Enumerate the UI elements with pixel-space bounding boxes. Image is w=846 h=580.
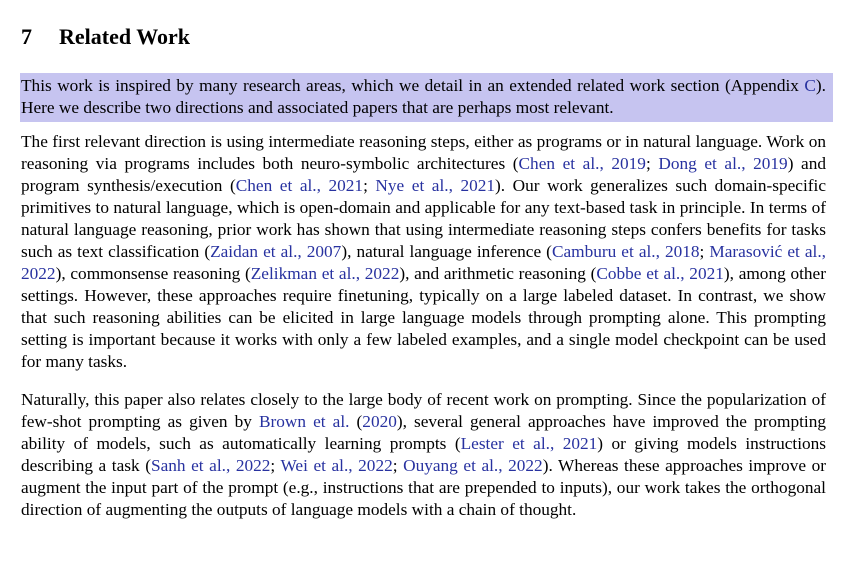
text-segment: ;	[392, 456, 404, 475]
citation-link[interactable]: Cobbe et al., 2021	[596, 264, 724, 283]
text-segment: ;	[363, 176, 376, 195]
text-segment: ) and program synthesis/execution (	[21, 154, 827, 195]
text-segment: ;	[270, 456, 281, 475]
paragraph-reasoning-steps	[21, 131, 826, 373]
highlighted-paragraph	[20, 73, 833, 122]
text-segment: This work is inspired by many research areas, which we detail in an extended related work section (Appendix	[21, 76, 805, 95]
text-segment: ), and arithmetic reasoning (	[399, 264, 597, 283]
text-segment: Naturally, this paper also relates closely to the large body of recent work on prompting. Since the popularization of few-shot prompting as given by	[21, 390, 826, 431]
citation-link[interactable]: Marasović et al., 2022	[21, 242, 826, 283]
citation-link[interactable]: Brown et al.	[258, 412, 350, 431]
citation-link[interactable]: Nye et al., 2021	[375, 176, 496, 195]
citation-link[interactable]: Zaidan et al., 2007	[210, 242, 342, 261]
citation-link[interactable]: Camburu et al., 2018	[551, 242, 700, 261]
section-title: Related Work	[59, 24, 190, 49]
text-segment: ), commonsense reasoning (	[55, 264, 251, 283]
citation-link[interactable]: Ouyang et al., 2022	[403, 456, 543, 475]
citation-link[interactable]: C	[804, 76, 816, 95]
text-segment: ). Our work generalizes such domain-specific primitives to natural language, which is open-domain and applicable for any text-based task in principle. In terms of natural language reasoning, prior work has shown that using intermediate reasoning steps confers benefits for tasks such as text classification (	[21, 176, 826, 261]
section-heading	[21, 25, 826, 48]
citation-link[interactable]: Chen et al., 2019	[518, 154, 646, 173]
text-segment: ) or giving models instructions describing a task (	[21, 434, 826, 475]
text-segment: ), natural language inference (	[341, 242, 552, 261]
citation-link[interactable]: Zelikman et al., 2022	[250, 264, 400, 283]
text-segment: ;	[699, 242, 710, 261]
citation-link[interactable]: Wei et al., 2022	[280, 456, 393, 475]
text-segment: (	[349, 412, 363, 431]
section-number: 7	[21, 24, 32, 49]
text-segment: The first relevant direction is using intermediate reasoning steps, either as programs or in natural language. Work on reasoning via programs includes both neuro-symbolic architectures (	[21, 132, 826, 173]
text-segment: ). Whereas these approaches improve or augment the input part of the prompt (e.g., instructions that are prepended to inputs), our work takes the orthogonal direction of augmenting the outputs of language models with a chain of thought.	[21, 456, 826, 519]
citation-link[interactable]: 2020	[362, 412, 397, 431]
text-segment: ;	[645, 154, 659, 173]
citation-link[interactable]: Lester et al., 2021	[460, 434, 598, 453]
paragraph-prompting	[21, 389, 826, 521]
text-segment: ). Here we describe two directions and associated papers that are perhaps most relevant.	[21, 76, 826, 117]
text-segment: ), among other settings. However, these approaches require finetuning, typically on a large labeled dataset. In contrast, we show that such reasoning abilities can be elicited in large language models through prompting alone. This prompting setting is important because it works with only a few labeled examples, and a single model checkpoint can be used for many tasks.	[21, 264, 826, 371]
text-segment: ), several general approaches have improved the prompting ability of models, such as automatically learning prompts (	[21, 412, 826, 453]
citation-link[interactable]: Chen et al., 2021	[235, 176, 364, 195]
citation-link[interactable]: Sanh et al., 2022	[150, 456, 271, 475]
citation-link[interactable]: Dong et al., 2019	[658, 154, 788, 173]
